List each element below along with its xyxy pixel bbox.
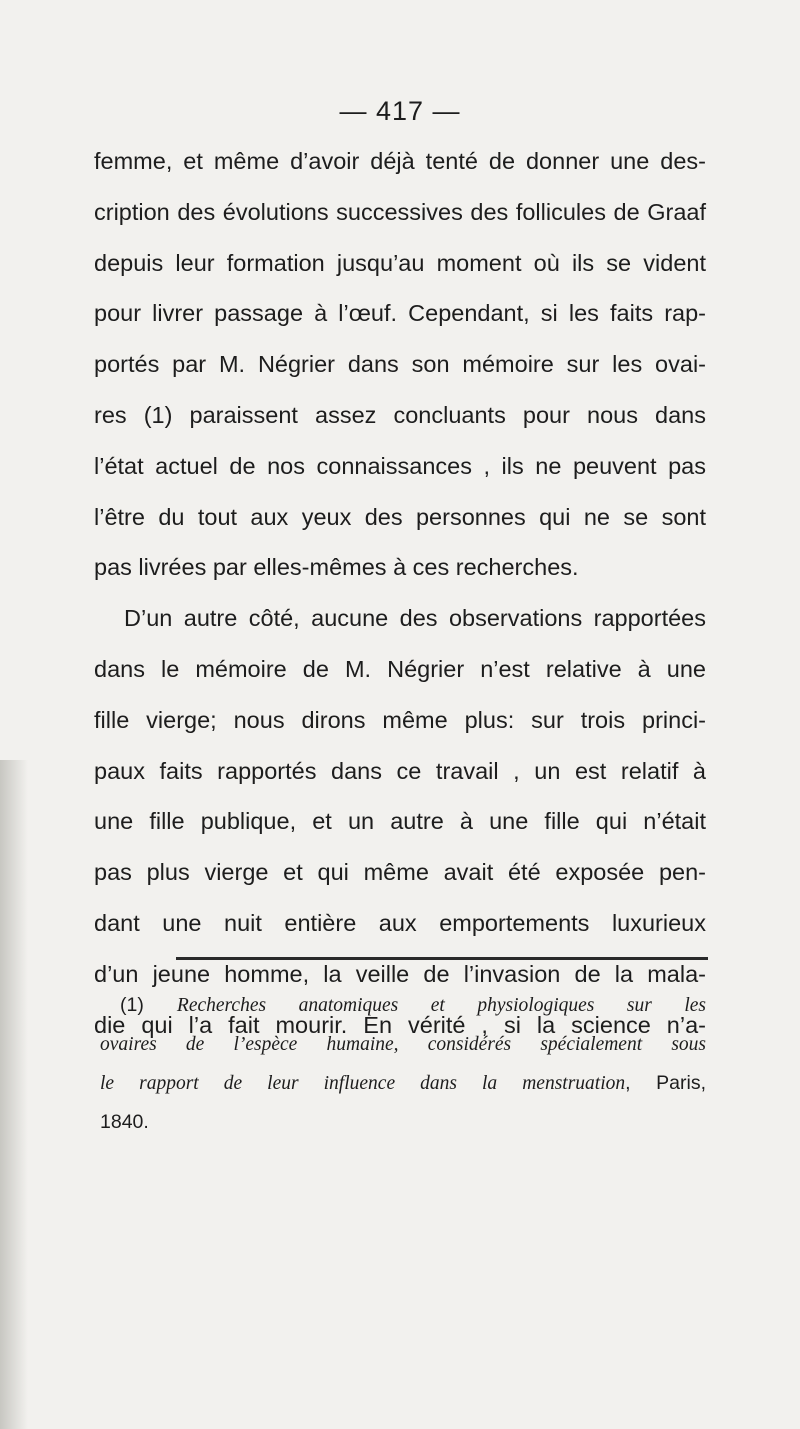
footnote-marker: (1) (120, 994, 144, 1016)
text-line: depuis leur formation jusqu’au moment où ils se vident (94, 249, 706, 276)
text-line: pas livrées par elles-mêmes à ces recherches. (94, 554, 579, 581)
footnote-year: 1840. (100, 1111, 149, 1133)
body-text (94, 136, 706, 1050)
footnote-title-part: Recherches anatomiques et physiologiques sur les (176, 995, 706, 1016)
text-line: die qui l’a fait mourir. En vérité , si la science n’a- (94, 1011, 706, 1038)
footnote-divider (176, 957, 708, 960)
text-line: dant une nuit entière aux emportements luxurieux (94, 909, 706, 936)
text-line: femme, et même d’avoir déjà tenté de donner une des- (94, 148, 706, 174)
page-number: — 417 — (339, 96, 461, 126)
text-line: D’un autre côté, aucune des observations rapportées (124, 605, 706, 632)
text-line: d’un jeune homme, la veille de l’invasion de la mala- (94, 960, 706, 987)
text-line: portés par M. Négrier dans son mémoire sur les ovai- (94, 351, 706, 378)
footnote-line (100, 1025, 706, 1064)
scan-shadow (0, 760, 28, 1429)
text-line: res (1) paraissent assez concluants pour nous dans (94, 401, 706, 428)
text-line: paux faits rapportés dans ce travail , un est relatif à (94, 757, 706, 784)
text-line: pas plus vierge et qui même avait été exposée pen- (94, 859, 706, 886)
text-line: l’état actuel de nos connaissances , ils ne peuvent pas (94, 452, 706, 479)
footnote-place: , Paris, (625, 1072, 706, 1094)
text-line: fille vierge; nous dirons même plus: sur trois princi- (94, 706, 706, 733)
text-line: l’être du tout aux yeux des personnes qui ne se sont (94, 503, 706, 530)
text-line: cription des évolutions successives des follicules de Graaf (94, 198, 706, 225)
text-line: pour livrer passage à l’œuf. Cependant, si les faits rap- (94, 300, 706, 327)
text-line: une fille publique, et un autre à une fille qui n’était (94, 808, 706, 835)
footnote-line (100, 1064, 706, 1103)
text-line: dans le mémoire de M. Négrier n’est relative à une (94, 655, 706, 682)
footnote-title-part: ovaires de l’espèce humaine, considérés spécialement sous (100, 1034, 706, 1055)
footnote-title-part: le rapport de leur influence dans la menstruation (100, 1073, 626, 1094)
footnote-line (100, 986, 706, 1025)
footnote (100, 986, 706, 1142)
